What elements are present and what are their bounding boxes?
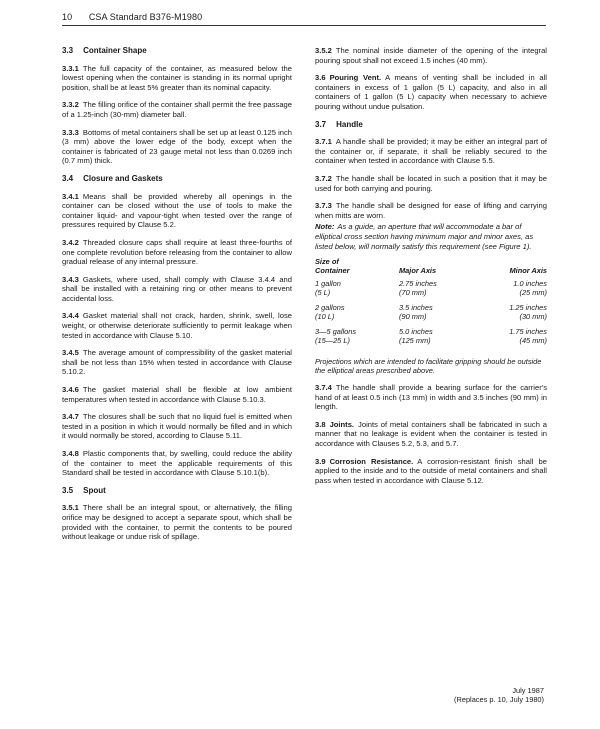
clause-text: The nominal inside diameter of the opening of the integral pouring spout shall not exceed 1.5 inches (40 mm). (315, 46, 547, 65)
clause-number: 3.5.1 (62, 503, 79, 513)
clause-3-3-3 (62, 128, 292, 166)
clause-number: 3.4.1 (62, 191, 79, 201)
cell-metric-value: (10 L) (315, 312, 335, 322)
clause-3-8 (315, 420, 547, 449)
cell-value: 1.75 inches (509, 327, 547, 337)
cell-value: 1.0 inches (513, 279, 547, 289)
cell-major-axis (387, 279, 478, 303)
clause-3-7-3 (315, 201, 547, 220)
section-title: Spout (83, 485, 106, 495)
clause-text: The gasket material shall be flexible at low ambient temperatures when tested in accordance with Clause 5.10.3. (62, 385, 292, 404)
clause-text: The handle shall be designed for ease of lifting and carrying when mitts are worn. (315, 201, 547, 220)
clause-3-4-2 (62, 238, 292, 267)
section-heading (315, 120, 547, 130)
header-line: Container (315, 266, 350, 276)
clause-3-4-6 (62, 385, 292, 404)
clause-3-4-1 (62, 192, 292, 230)
cell-metric-value: (15—25 L) (315, 336, 350, 346)
clause-3-4-4 (62, 311, 292, 340)
clause-number: 3.4.3 (62, 274, 79, 284)
clause-number: 3.4.7 (62, 412, 79, 422)
clause-3-5-2 (315, 46, 547, 65)
note-label: Note: (315, 222, 335, 232)
projections-note: Projections which are intended to facilitate gripping should be outside the elliptical areas prescribed above. (315, 357, 542, 376)
section-heading (62, 46, 292, 56)
cell-value: 2.75 inches (399, 279, 437, 289)
cell-minor-axis (478, 279, 547, 303)
section-title: Container Shape (83, 46, 147, 55)
clause-text: A means of venting shall be included in all containers in excess of 1 gallon (5 L) capacity, and also in all containers of 1 gallon (5 L) capacity when necessary to achieve pouring without undue pulsation. (315, 73, 547, 111)
clause-3-7-2 (315, 174, 547, 193)
page-number: 10 (62, 12, 73, 22)
cell-minor-axis (478, 303, 547, 327)
cell-value: 5.0 inches (399, 327, 433, 337)
section-number: 3.5 (62, 485, 74, 495)
clause-3-7-1 (315, 137, 547, 166)
clause-number: 3.9 (315, 456, 326, 466)
column-header-minor: Minor Axis (509, 266, 547, 276)
cell-metric-value: (5 L) (315, 288, 331, 298)
revision-date: July 1987 (512, 686, 544, 695)
cell-value: 3—5 gallons (315, 327, 357, 337)
clause-number: 3.3.2 (62, 100, 79, 110)
left-column (62, 46, 292, 550)
clause-3-6 (315, 73, 547, 111)
note-text: As a guide, an aperture that will accommodate a bar of elliptical cross section having minimum major and minor axes, as listed below, will normally satisfy this requirement (see Figure 1). (315, 222, 534, 251)
clause-text: A handle shall be provided; it may be either an integral part of the container or, if separate, it shall be reliably secured to the container when tested in accordance with Clause 5.5. (315, 137, 547, 166)
clause-title: Pouring Vent. (329, 73, 382, 83)
clause-number: 3.4.2 (62, 237, 79, 247)
clause-text: Gaskets, where used, shall comply with Clause 3.4.4 and shall be installed with a retaining ring or other means to prevent accidental loss. (62, 274, 292, 303)
clause-text: The closures shall be such that no liquid fuel is emitted when tested in a position in which it would normally be filled and in which it would normally be stored, according to Clause 5.11. (62, 412, 292, 441)
header-line: Size of (315, 257, 339, 267)
clause-3-4-8 (62, 449, 292, 478)
clause-text: Joints of metal containers shall be fabricated in such a manner that no leakage is evident when the container is tested in accordance with Clauses 5.2, 5.3, and 5.7. (315, 419, 547, 449)
clause-text: The handle shall provide a bearing surface for the carrier's hand of at least 0.5 inch (13 mm) in width and 3.5 inches (90 mm) in length. (315, 383, 547, 412)
clause-3-4-5 (62, 348, 292, 377)
clause-text: The filling orifice of the container shall permit the free passage of a 1.25-inch (30-mm) diameter ball. (62, 100, 292, 119)
section-number: 3.3 (62, 46, 74, 55)
section-heading (62, 174, 292, 184)
clause-text: Means shall be provided whereby all openings in the container can be closed without the use of tools to make the container liquid- and vapour-tight when tested over the range of pressures required by Clause 5.2. (62, 191, 292, 230)
cell-size (315, 327, 387, 351)
table-row (315, 327, 547, 351)
right-column (315, 46, 547, 493)
clause-number: 3.7.4 (315, 383, 332, 393)
clause-number: 3.5.2 (315, 46, 332, 55)
cell-minor-axis (478, 327, 547, 351)
table-row (315, 279, 547, 303)
clause-text: Bottoms of metal containers shall be set up at least 0.125 inch (3 mm) above the lower edge of the body, except when the container is fabricated of 23 gauge metal not less than 0.0269 inch (0.7 mm) thick. (62, 127, 292, 166)
cell-metric-value: (125 mm) (399, 336, 431, 346)
replaces-note: (Replaces p. 10, July 1980) (454, 695, 544, 704)
guidance-note (315, 222, 547, 251)
cell-value: 1 gallon (315, 279, 341, 289)
clause-text: The full capacity of the container, as measured below the lowest opening when the container is standing in its normal upright position, shall be at least 5% greater than its nominal capacity. (62, 63, 292, 92)
cell-metric-value: (25 mm) (519, 288, 547, 298)
cell-value: 1.25 inches (509, 303, 547, 313)
clause-text: The handle shall be located in such a position that it may be used for both carrying and pouring. (315, 173, 547, 193)
cell-metric-value: (30 mm) (519, 312, 547, 322)
clause-number: 3.7.1 (315, 137, 332, 147)
clause-number: 3.3.1 (62, 63, 79, 73)
column-header-size (315, 257, 387, 279)
clause-text: There shall be an integral spout, or alternatively, the filling orifice may be designed to accept a separate spout, which shall be provided with the container, to permit the contents to be poured without leakage or undue risk of spillage. (62, 503, 292, 542)
clause-title: Corrosion Resistance. (329, 456, 414, 466)
table-row (315, 303, 547, 327)
page-header (62, 12, 546, 26)
cell-metric-value: (90 mm) (399, 312, 427, 322)
clause-3-3-2 (62, 100, 292, 119)
column-header-major: Major Axis (399, 266, 437, 276)
table-header-row (315, 257, 547, 279)
section-number: 3.4 (62, 173, 74, 183)
clause-number: 3.4.4 (62, 311, 79, 321)
clause-3-9 (315, 457, 547, 486)
cell-metric-value: (45 mm) (519, 336, 547, 346)
clause-text: Threaded closure caps shall require at least three-fourths of one complete revolution before releasing from the container to allow gradual release of any internal pressure. (62, 237, 292, 267)
section-number: 3.7 (315, 119, 327, 129)
clause-text: A corrosion-resistant finish shall be applied to the inside and to the outside of metal containers and shall pass when tested in accordance with Clause 5.12. (315, 456, 547, 485)
clause-3-3-1 (62, 64, 292, 93)
clause-3-4-7 (62, 412, 292, 441)
clause-text: The average amount of compressibility of the gasket material shall be not less than 15% when tested in accordance with Clause 5.10.2. (62, 348, 292, 377)
clause-3-7-4 (315, 383, 547, 412)
clause-text: Gasket material shall not crack, harden, shrink, swell, lose weight, or otherwise deteriorate sufficiently to permit leakage when tested in accordance with Clause 5.10. (62, 311, 292, 340)
cell-size (315, 279, 387, 303)
cell-major-axis (387, 303, 478, 327)
cell-size (315, 303, 387, 327)
clause-number: 3.6 (315, 73, 326, 83)
clause-number: 3.4.5 (62, 348, 79, 358)
clause-3-4-3 (62, 275, 292, 304)
cell-major-axis (387, 327, 478, 351)
section-title: Handle (336, 119, 363, 129)
section-title: Closure and Gaskets (83, 173, 163, 183)
standard-title: CSA Standard B376-M1980 (88, 12, 203, 22)
page-footer (454, 686, 544, 704)
clause-number: 3.8 (315, 419, 326, 429)
clause-number: 3.7.3 (315, 201, 332, 211)
clause-number: 3.4.8 (62, 449, 79, 458)
cell-value: 2 gallons (315, 303, 345, 313)
cell-metric-value: (70 mm) (399, 288, 427, 298)
clause-title: Joints. (329, 419, 355, 429)
cell-value: 3.5 inches (399, 303, 433, 313)
handle-aperture-table (315, 257, 547, 351)
clause-text: Plastic components that, by swelling, could reduce the ability of the container to meet the applicable requirements of this Standard shall be tested in accordance with Clause 5.10.1(b). (62, 449, 292, 478)
clause-number: 3.4.6 (62, 385, 79, 395)
clause-3-5-1 (62, 503, 292, 541)
clause-number: 3.7.2 (315, 173, 332, 183)
section-heading (62, 486, 292, 496)
clause-number: 3.3.3 (62, 127, 79, 137)
